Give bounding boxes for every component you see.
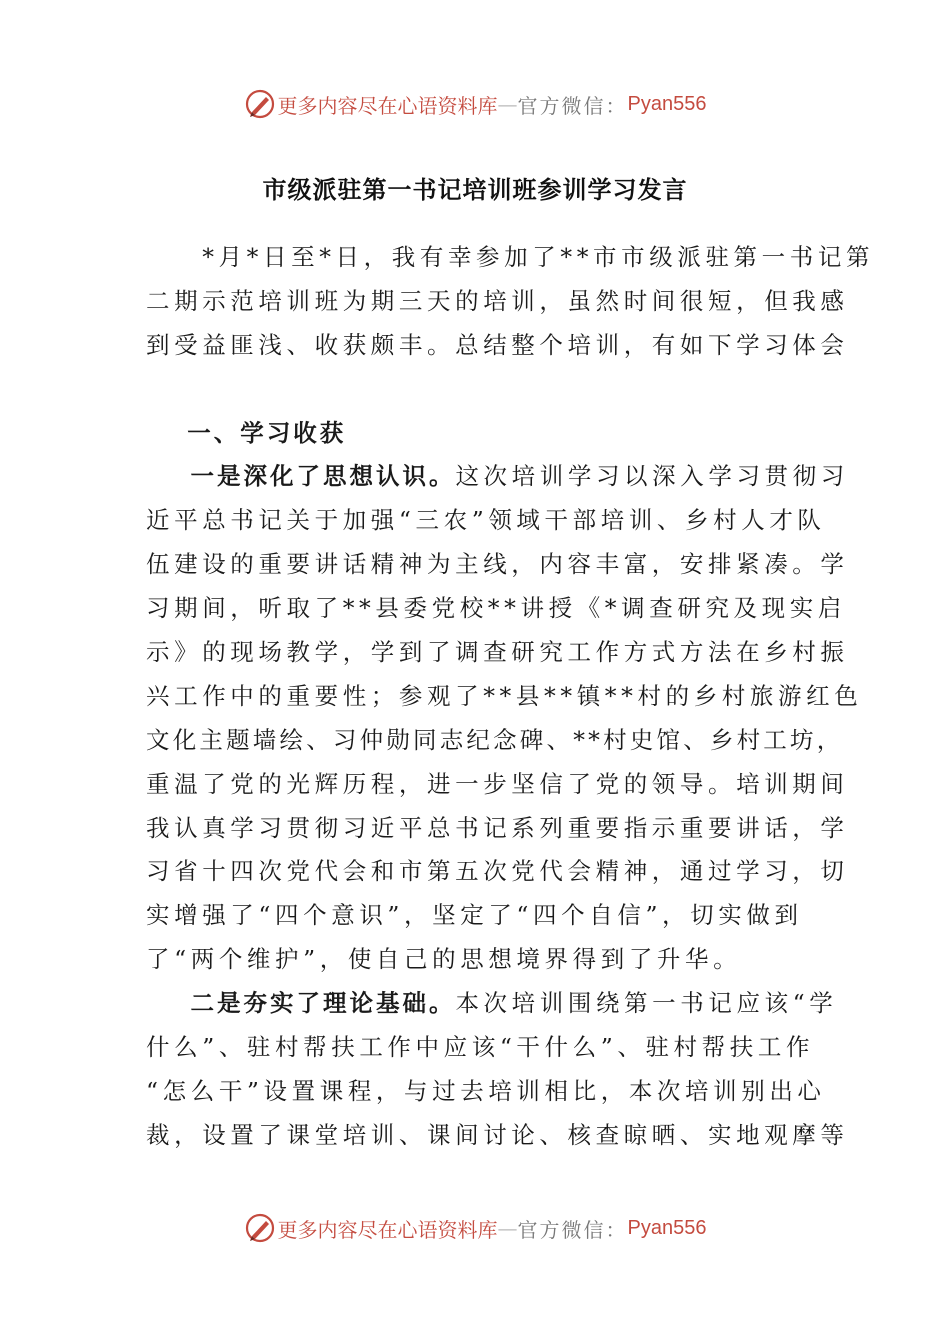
- paragraph-line: 兴工作中的重要性；参观了**县**镇**村的乡村旅游红色: [146, 681, 863, 710]
- paragraph-line: 近平总书记关于加强“三农”领域干部培训、乡村人才队: [146, 506, 826, 535]
- watermark-wechat-label: 官方微信：: [517, 1217, 628, 1242]
- paragraph-line: 示》的现场教学，学到了调查研究工作方式方法在乡村振: [146, 638, 849, 667]
- pen-logo-icon: [244, 1212, 276, 1244]
- watermark-dash: —: [497, 92, 518, 116]
- paragraph-line: 习省十四次党代会和市第五次党代会精神，通过学习，切: [146, 857, 849, 886]
- watermark-brand-text: 更多内容尽在心语资料库: [277, 1217, 498, 1242]
- intro-line: 到受益匪浅、收获颇丰。总结整个培训，有如下学习体会: [146, 330, 849, 359]
- paragraph-first-line: 二是夯实了理论基础。本次培训围绕第一书记应该“学: [190, 989, 838, 1018]
- paragraph-line: 了“两个维护”，使自己的思想境界得到了升华。: [146, 945, 742, 974]
- pen-logo-icon: [244, 88, 276, 120]
- paragraph-lead-bold: 一是深化了思想认识。: [190, 462, 456, 491]
- paragraph-line: 什么”、驻村帮扶工作中应该“干什么”、驻村帮扶工作: [146, 1033, 815, 1062]
- paragraph-line: 我认真学习贯彻习近平总书记系列重要指示重要讲话，学: [146, 813, 849, 842]
- intro-line: *月*日至*日，我有幸参加了**市市级派驻第一书记第: [202, 243, 875, 271]
- paragraph-lead-bold: 二是夯实了理论基础。: [190, 989, 456, 1018]
- paragraph-line: 文化主题墙绘、习仲勋同志纪念碑、**村史馆、乡村工坊，: [146, 725, 844, 754]
- watermark-brand-text: 更多内容尽在心语资料库: [277, 93, 498, 118]
- paragraph-line: 裁，设置了课堂培训、课间讨论、核查晾晒、实地观摩等: [146, 1120, 849, 1149]
- watermark-dash: —: [497, 1216, 518, 1240]
- document-title: 市级派驻第一书记培训班参训学习发言: [262, 175, 688, 204]
- watermark-banner-bottom: [0, 1208, 950, 1248]
- paragraph-line: 习期间，听取了**县委党校**讲授《*调查研究及现实启: [146, 594, 846, 623]
- section-heading: 一、学习收获: [187, 418, 347, 447]
- watermark-wechat-label: 官方微信：: [517, 93, 628, 118]
- watermark-wechat-id: Pyan556: [627, 92, 707, 115]
- paragraph-line: 伍建设的重要讲话精神为主线，内容丰富，安排紧凑。学: [146, 550, 849, 579]
- paragraph-line: 实增强了“四个意识”，坚定了“四个自信”，切实做到: [146, 901, 803, 930]
- watermark-banner-top: [0, 84, 950, 124]
- paragraph-line: 重温了党的光辉历程，进一步坚信了党的领导。培训期间: [146, 769, 849, 798]
- paragraph-line: “怎么干”设置课程，与过去培训相比，本次培训别出心: [146, 1076, 826, 1105]
- intro-line: 二期示范培训班为期三天的培训，虽然时间很短，但我感: [146, 286, 849, 315]
- watermark-wechat-id: Pyan556: [627, 1216, 707, 1239]
- paragraph-first-line: 一是深化了思想认识。这次培训学习以深入学习贯彻习: [190, 462, 849, 491]
- paragraph-gap: [146, 368, 808, 412]
- document-body: [146, 236, 875, 1158]
